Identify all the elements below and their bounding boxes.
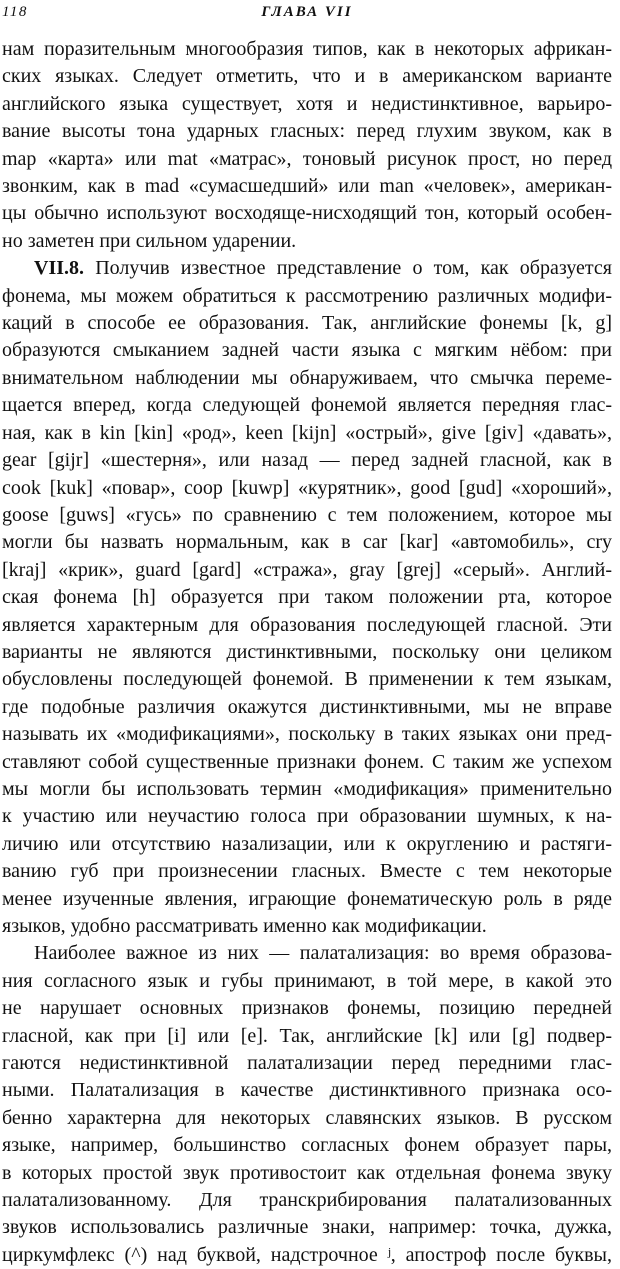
text-line: но заметен при сильном ударении. <box>2 229 297 252</box>
text-line: нам поразительным многообразия типов, как в некоторых африкан- <box>2 38 612 60</box>
text-line: мы могли бы использовать термин «модификация» применительно <box>2 777 612 800</box>
text-line: цы обычно используют восходяще-нисходящий тон, который особен- <box>2 202 612 225</box>
text-line: бенно характерна для некоторых славянских языков. В русском <box>2 1106 612 1129</box>
text-line: является характерным для образования последующей гласной. Эти <box>2 613 612 636</box>
text-line: варианты не являются дистинктивными, поскольку они целиком <box>2 640 612 663</box>
text-line: goose [guws] «гусь» по сравнению с тем положением, которое мы <box>2 503 612 526</box>
text-line: к участию или неучастию голоса при образовании шумных, к на- <box>2 805 612 828</box>
text-line: каций в способе ее образования. Так, английские фонемы [k, g] <box>2 312 612 335</box>
section-number: VII.8. <box>34 257 85 280</box>
text-line: не нарушает основных признаков фонемы, позицию передней <box>2 997 612 1020</box>
text-line: gear [gijr] «шестерня», или назад — перед задней гласной, как в <box>2 449 612 472</box>
paragraph <box>2 255 612 940</box>
text-line: менее изученные явления, играющие фонематическую роль в ряде <box>2 887 612 910</box>
text-line: щается вперед, когда следующей фонемой является передняя глас- <box>2 394 612 417</box>
text-line: звонким, как в mad «сумасшедший» или man «человек», американ- <box>2 175 612 198</box>
text-line: образуются смыканием задней части языка с мягким нёбом: при <box>2 339 612 362</box>
text-line: гласной, как при [i] или [e]. Так, английские [k] или [g] подвер- <box>2 1024 612 1047</box>
text-line: палатализованному. Для транскрибирования палатализованных <box>2 1189 612 1212</box>
text-line: фонема, мы можем обратиться к рассмотрению различных модифи- <box>2 284 612 307</box>
text-line: ставляют собой существенные признаки фонем. С таким же успехом <box>2 750 612 773</box>
text-line: языке, например, большинство согласных фонем образует пары, <box>2 1134 612 1157</box>
text-line: Наиболее важное из них — палатализация: во время образова- <box>34 942 612 965</box>
running-head <box>2 4 612 36</box>
text-line: ная, как в kin [kin] «род», keen [kijn] «острый», give [giv] «давать», <box>2 421 612 444</box>
text-line: cook [kuk] «повар», coop [kuwp] «курятник», good [gud] «хороший», <box>2 476 612 499</box>
paragraph <box>2 36 612 255</box>
chapter-title: ГЛАВА VII <box>261 4 353 20</box>
text-line: называть их «модификациями», поскольку в таких языках они пред- <box>2 723 612 746</box>
text-line: английского языка существует, хотя и недистинктивное, варьиро- <box>2 92 612 115</box>
text-line: ванию губ при произнесении гласных. Вместе с тем некоторые <box>2 860 612 883</box>
page-number: 118 <box>2 4 28 20</box>
text-line: [kraj] «крик», guard [gard] «стража», gray [grej] «серый». Англий- <box>2 558 612 581</box>
text-line: могли бы назвать нормальным, как в car [kar] «автомобиль», cry <box>2 531 612 554</box>
text-line: циркумфлекс (^) над буквой, надстрочное ʲ, апостроф после буквы, <box>2 1243 612 1266</box>
text-line: ния согласного язык и губы принимают, в той мере, в какой это <box>2 969 612 992</box>
text-line: в которых простой звук противостоит как отдельная фонема звуку <box>2 1161 612 1184</box>
paragraph <box>2 940 612 1269</box>
text-line: обусловлены последующей фонемой. В применении к тем языкам, <box>2 668 612 691</box>
text-line: языков, удобно рассматривать именно как модификации. <box>2 915 487 937</box>
text-line: VII.8. Получив известное представление о том, как образуется <box>34 257 612 280</box>
text-line: личию или отсутствию назализации, или к округлению и растяги- <box>2 832 612 855</box>
text-line: ских языках. Следует отметить, что и в американском варианте <box>2 65 612 88</box>
body-text <box>2 36 612 1269</box>
text-line: вание высоты тона ударных гласных: перед глухим звуком, как в <box>2 120 612 143</box>
text-line: гаются недистинктивной палатализации перед передними глас- <box>2 1052 612 1075</box>
text-line: звуков использовались различные знаки, например: точка, дужка, <box>2 1216 612 1239</box>
text-line: внимательном наблюдении мы обнаруживаем, что смычка переме- <box>2 366 612 389</box>
text-line: ными. Палатализация в качестве дистинктивного признака осо- <box>2 1079 612 1102</box>
text-line: ская фонема [h] образуется при таком положении рта, которое <box>2 586 612 609</box>
text-line: где подобные различия окажутся дистинктивными, мы не вправе <box>2 695 612 718</box>
text-line: map «карта» или mat «матрас», тоновый рисунок прост, но перед <box>2 147 612 170</box>
